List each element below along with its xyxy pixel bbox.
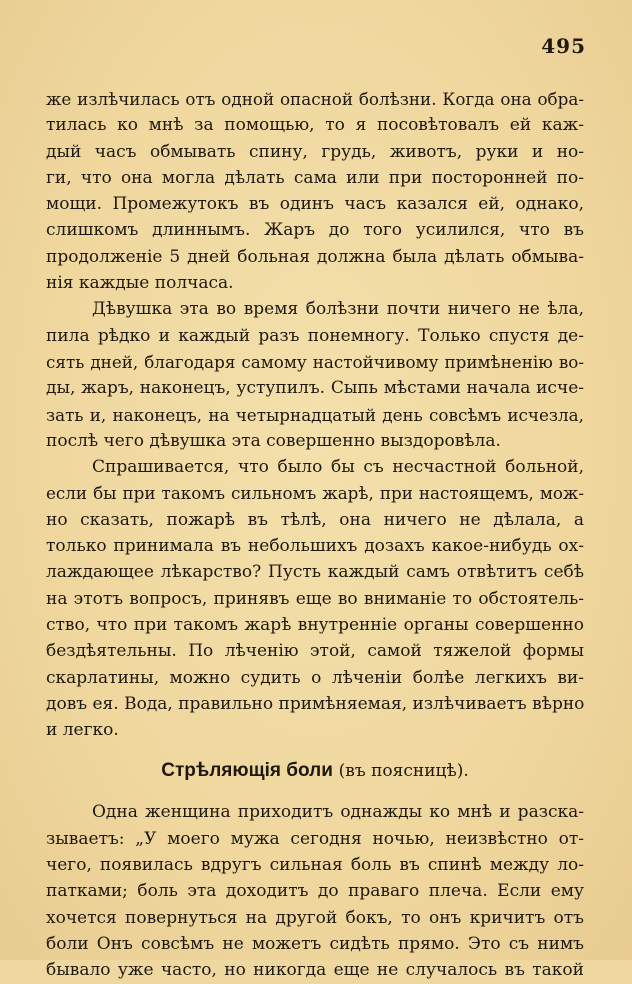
text-line: зать и, наконецъ, на четырнадцатый день совсѣмъ исчезла,: [46, 404, 584, 425]
text-line: послѣ чего дѣвушка эта совершенно выздоровѣла.: [46, 430, 501, 451]
text-line: Спрашивается, что было бы съ несчастной больной,: [92, 457, 584, 478]
paragraph-1: [46, 86, 584, 296]
text-line: продолженіе 5 дней больная должна была дѣлать обмыва-: [46, 246, 584, 267]
text-line: хочется повернуться на другой бокъ, то онъ кричитъ отъ: [46, 907, 584, 928]
section-heading-title: Стрѣляющія боли: [161, 760, 333, 782]
text-line: ды, жаръ, наконецъ, уступилъ. Сыпь мѣстами начала исче-: [46, 378, 584, 399]
text-line: дый часъ обмывать спину, грудь, животъ, руки и но-: [46, 141, 584, 162]
text-line: ги, что она могла дѣлать сама или при посторонней по-: [46, 167, 584, 188]
text-line: тилась ко мнѣ за помощью, то я посовѣтовалъ ей каж-: [46, 115, 584, 136]
text-line: на этотъ вопросъ, принявъ еще во вниманіе то обстоятель-: [46, 588, 584, 609]
text-line: ство, что при такомъ жарѣ внутренніе органы совершенно: [46, 614, 584, 635]
paragraph-4: [46, 799, 584, 983]
text-line: бывало уже часто, но никогда еще не случалось въ такой: [46, 960, 584, 981]
text-line: же излѣчилась отъ одной опасной болѣзни. Когда она обра-: [46, 89, 584, 109]
section-heading: [46, 756, 584, 786]
text-line: нія каждые полчаса.: [46, 273, 234, 294]
text-line: бездѣятельны. По лѣченію этой, самой тяжелой формы: [46, 641, 584, 662]
text-line: но сказать, пожарѣ въ тѣлѣ, она ничего не дѣлала, а: [46, 509, 584, 530]
paragraph-2: [46, 296, 584, 454]
text-line: лаждающее лѣкарство? Пусть каждый самъ отвѣтитъ себѣ: [46, 562, 584, 583]
text-line: зываетъ: „У моего мужа сегодня ночью, неизвѣстно от-: [46, 828, 584, 849]
page-number: 495: [541, 34, 586, 58]
text-line: Дѣвушка эта во время болѣзни почти ничего не ѣла,: [92, 299, 584, 320]
section-heading-subtitle: (въ поясницѣ).: [338, 761, 469, 782]
text-line: пила рѣдко и каждый разъ понемногу. Только спустя де-: [46, 325, 584, 346]
text-line: скарлатины, можно судить о лѣченіи болѣе легкихъ ви-: [46, 667, 584, 688]
text-line: чего, появилась вдругъ сильная боль въ спинѣ между ло-: [46, 855, 584, 876]
text-line: довъ ея. Вода, правильно примѣняемая, излѣчиваетъ вѣрно: [46, 693, 585, 714]
text-line: только принимала въ небольшихъ дозахъ какое-нибудь ох-: [46, 536, 584, 557]
page-body: [46, 86, 584, 984]
text-line: мощи. Промежутокъ въ одинъ часъ казался ей, однако,: [46, 194, 584, 215]
text-line: патками; боль эта доходитъ до праваго плеча. Если ему: [46, 881, 584, 902]
text-line: сять дней, благодаря самому настойчивому примѣненію во-: [46, 351, 584, 372]
text-line: Одна женщина приходитъ однажды ко мнѣ и разска-: [92, 802, 584, 823]
paragraph-3: [46, 454, 584, 743]
text-line: если бы при такомъ сильномъ жарѣ, при настоящемъ, мож-: [46, 483, 584, 504]
text-line: слишкомъ длиннымъ. Жаръ до того усилился, что въ: [46, 220, 584, 241]
text-line: боли Онъ совсѣмъ не можетъ сидѣть прямо. Это съ нимъ: [46, 933, 584, 954]
text-line: и легко.: [46, 720, 119, 741]
